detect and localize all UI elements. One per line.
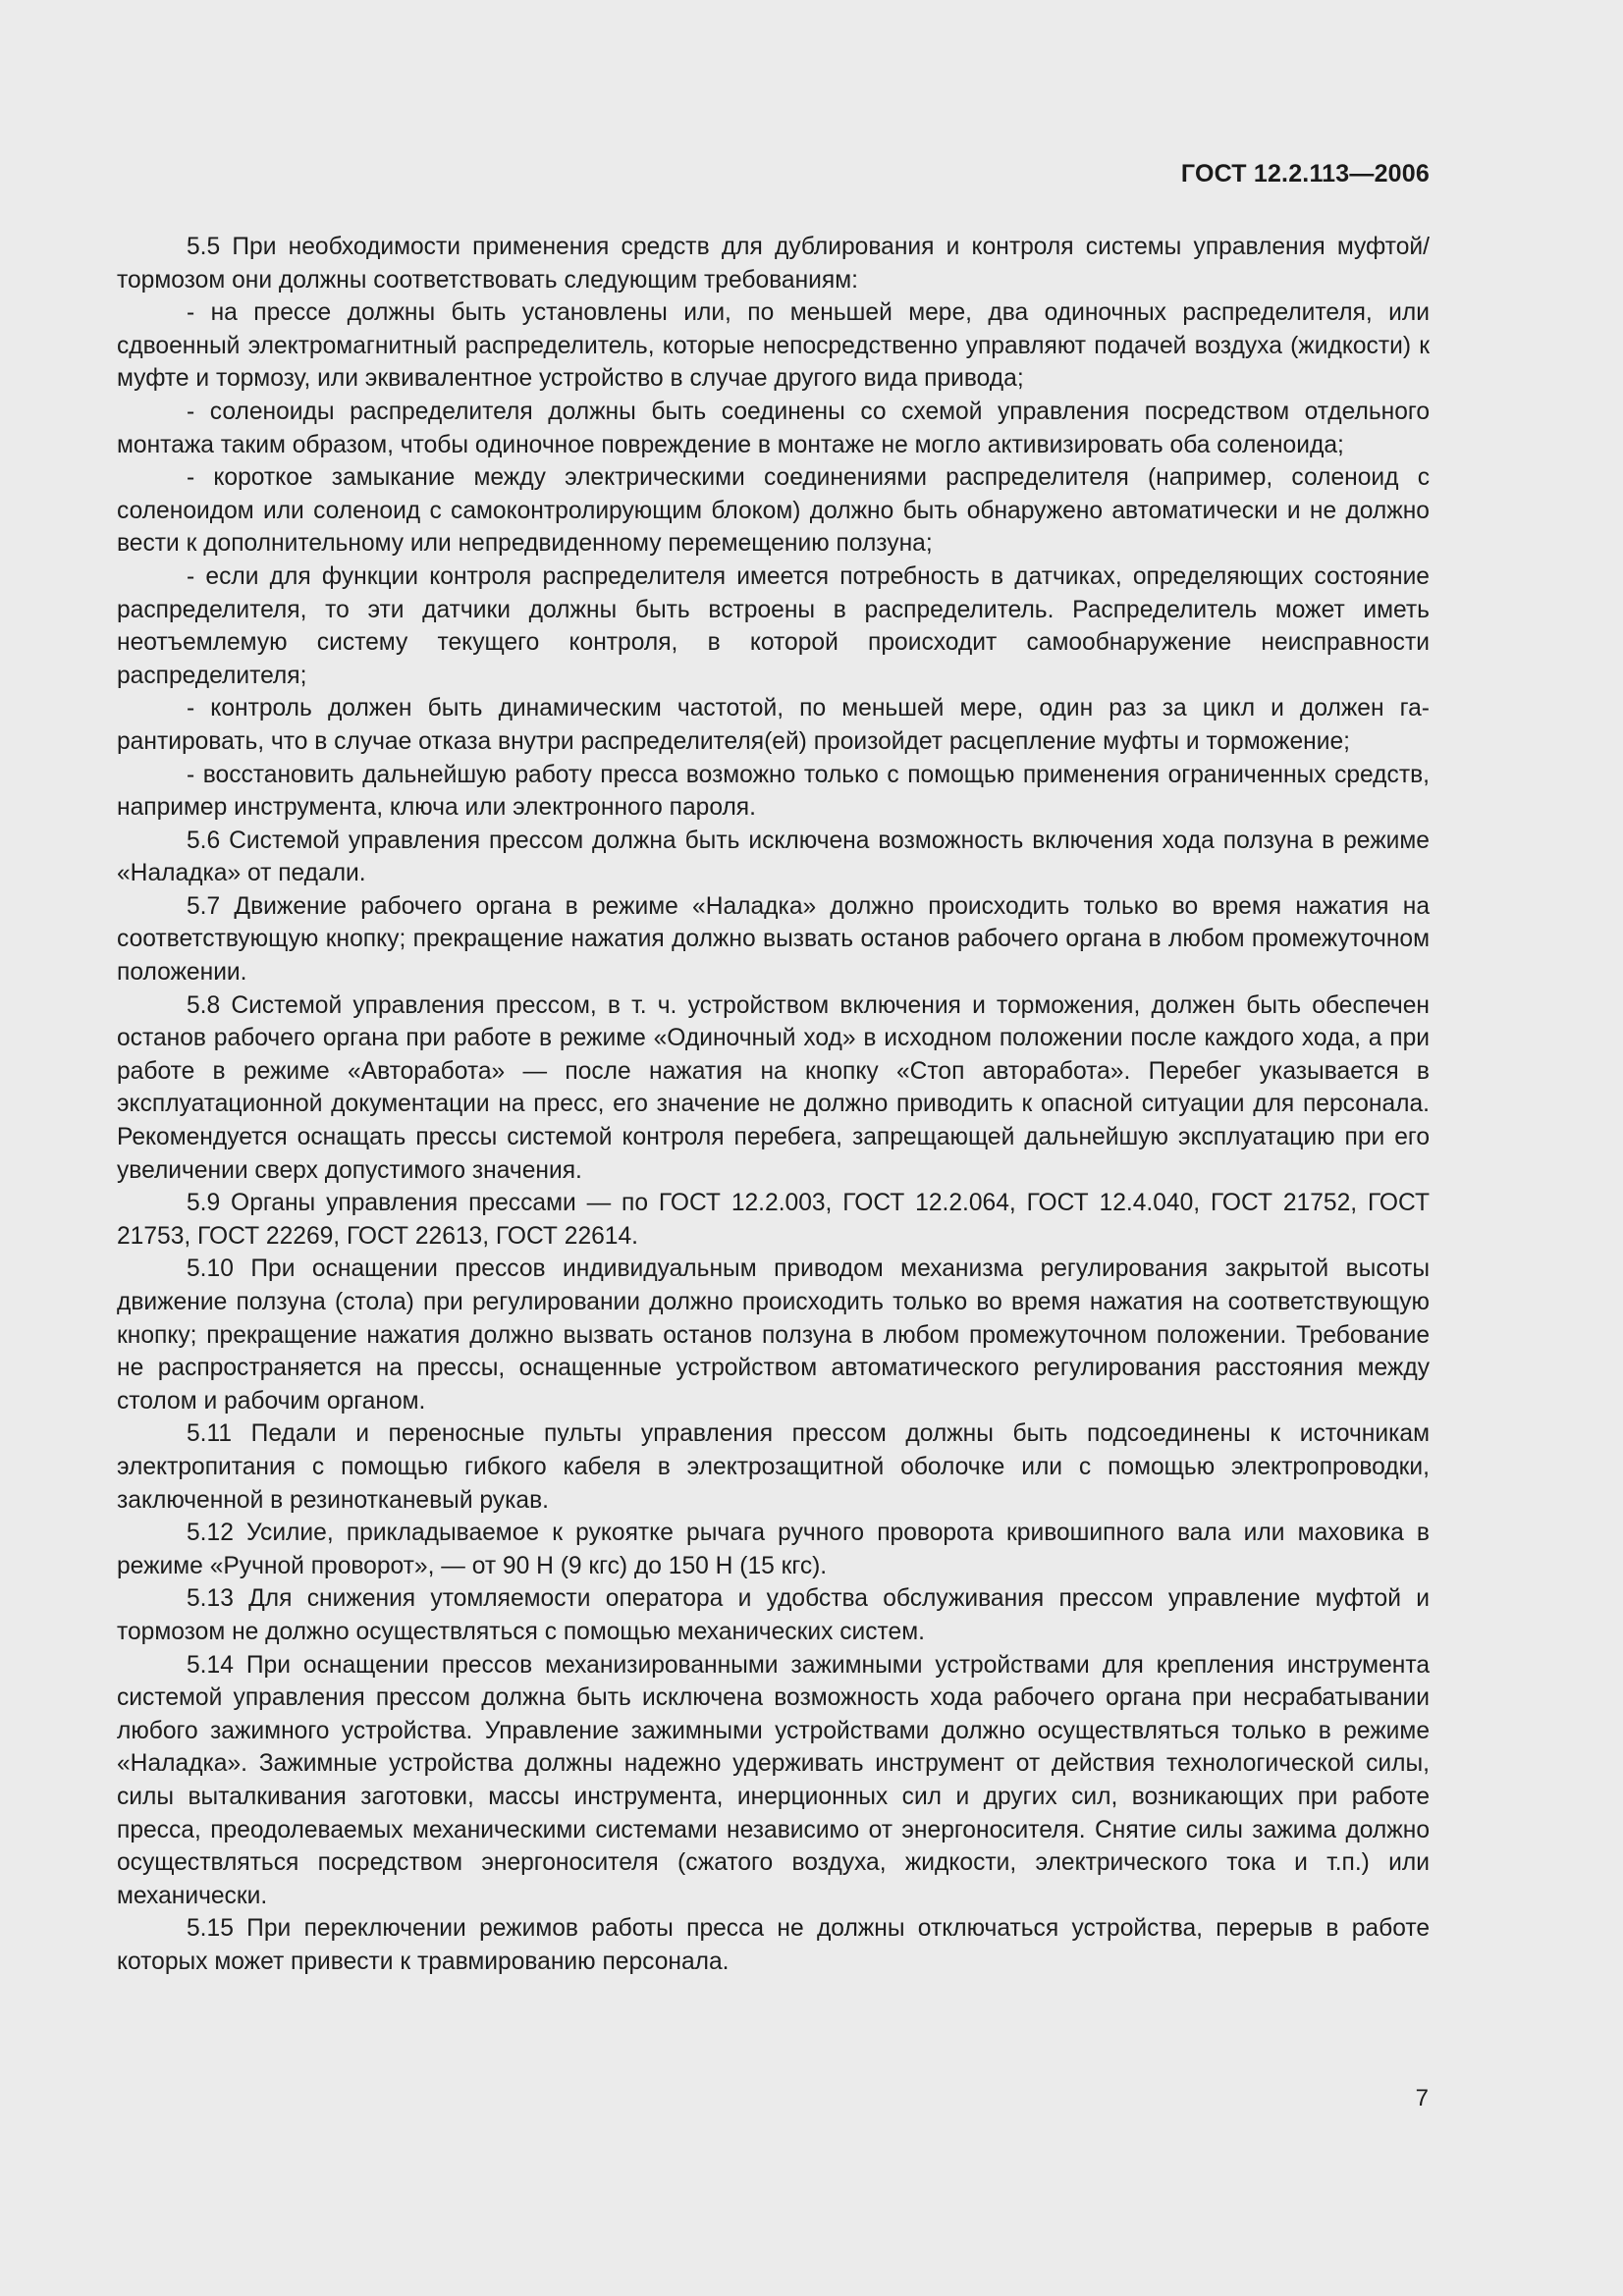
paragraph-5-15: 5.15 При переключении режимов работы пресса не должны отключаться устройства, перерыв в работе которых может привести к травмированию персонала. bbox=[117, 1915, 1430, 1975]
list-item-dual-valve: - на прессе должны быть установлены или, по меньшей мере, два одиночных распределителя, или сдвоенный электромагнитный распределитель, которые непосредственно управляют подачей воздуха (жидкости) к муфте и тормозу, или эквивалентное устройство в случае другого вида привода; bbox=[117, 299, 1430, 393]
paragraph-5-8: 5.8 Системой управления прессом, в т. ч. устройством включения и торможения, должен быть обеспечен останов рабочего органа при работе в режиме «Одиночный ход» в исходном положении после каждого хода, а при работе в режиме «Авторабота» — после нажатия на кнопку «Стоп авторабота». Перебег указывается в эксплуатационной документации на пресс, его значение не должно приводить к опасной ситуации для персонала. Рекомендуется оснащать прессы системой контроля перебега, запрещающей дальнейшую эксплуатацию при его увеличении сверх допустимого значения. bbox=[117, 991, 1430, 1184]
paragraph-5-10: 5.10 При оснащении прессов индивидуальным приводом механизма регулирования закрытой высоты движение ползуна (стола) при регулировании должно происходить только во время нажатия на соответствующую кнопку; прекращение нажатия должно вызвать останов ползуна в любом промежуточном положении. Требование не распространяется на прессы, оснащенные устройством автоматического регулирования расстояния между столом и рабочим органом. bbox=[117, 1255, 1430, 1415]
list-item-dynamic-control: - контроль должен быть динамическим частотой, по меньшей мере, один раз за цикл и должен гарантировать, что в случае отказа внутри распределителя(ей) произойдет расцепление муфты и торможение; bbox=[117, 695, 1430, 755]
list-item-short-circuit: - короткое замыкание между электрическими соединениями распределителя (например, соленоид с соленоидом или соленоид с самоконтролирующим блоком) должно быть обнаружено автоматически и не должно вести к дополнительному или непредвиденному перемещению ползуна; bbox=[117, 464, 1430, 558]
document-body bbox=[117, 231, 1430, 1978]
paragraph-5-11: 5.11 Педали и переносные пульты управления прессом должны быть подсоединены к источникам электропитания с помощью гибкого кабеля в электрозащитной оболочке или с помощью электропроводки, заключенной в резинотканевый рукав. bbox=[117, 1420, 1430, 1514]
paragraph-5-14: 5.14 При оснащении прессов механизированными зажимными устройствами для крепления инструмента системой управления прессом должна быть исключена возможность хода рабочего органа при несрабатывании любого зажимного устройства. Управление зажимными устройствами должно осуществляться только в режиме «Наладка». Зажимные устройства должны надежно удерживать инструмент от действия технологической силы, силы выталкивания заготовки, массы инструмента, инерционных сил и других сил, возникающих при работе пресса, преодолеваемых механическими системами независимо от энергоносителя. Снятие силы зажима должно осуществляться посредством энергоносителя (сжатого воздуха, жидкости, электрического тока и т.п.) или механически. bbox=[117, 1651, 1430, 1909]
page-number: 7 bbox=[1415, 2085, 1429, 2111]
paragraph-5-9: 5.9 Органы управления прессами — по ГОСТ 12.2.003, ГОСТ 12.2.064, ГОСТ 12.4.040, ГОСТ 21752, ГОСТ 21753, ГОСТ 22269, ГОСТ 22613, ГОСТ 22614. bbox=[117, 1190, 1430, 1250]
paragraph-5-12: 5.12 Усилие, прикладываемое к рукоятке рычага ручного проворота кривошипного вала или маховика в режиме «Ручной проворот», — от 90 Н (9 кгс) до 150 Н (15 кгс). bbox=[117, 1520, 1430, 1579]
paragraph-5-13: 5.13 Для снижения утомляемости оператора и удобства обслуживания прессом управление муфтой и тормозом не должно осуществляться с помощью механических систем. bbox=[117, 1585, 1430, 1645]
list-item-solenoid-wiring: - соленоиды распределителя должны быть соединены со схемой управления посредством отдельного монтажа таким образом, чтобы одиночное повреждение в монтаже не могло активизировать оба соленоида; bbox=[117, 398, 1430, 458]
paragraph-5-5: 5.5 При необходимости применения средств для дублирования и контроля системы управления муфтой/тормозом они должны соответствовать следующим требованиям: bbox=[117, 234, 1430, 294]
document-id-header: ГОСТ 12.2.113—2006 bbox=[1180, 160, 1430, 187]
list-item-restore-operation: - восстановить дальнейшую работу пресса возможно только с помощью применения ограниченных средств, например инструмента, ключа или электронного пароля. bbox=[117, 761, 1430, 822]
list-item-sensors: - если для функции контроля распределителя имеется потребность в датчиках, определяющих состояние распределителя, то эти датчики должны быть встроены в распределитель. Распределитель может иметь неотъемлемую систему текущего контроля, в которой происходит самообнаружение неисправности распределителя; bbox=[117, 562, 1430, 689]
paragraph-5-6: 5.6 Системой управления прессом должна быть исключена возможность включения хода ползуна в режиме «Наладка» от педали. bbox=[117, 827, 1430, 887]
paragraph-5-7: 5.7 Движение рабочего органа в режиме «Наладка» должно происходить только во время нажатия на соответствующую кнопку; прекращение нажатия должно вызвать останов рабочего органа в любом промежуточном положении. bbox=[117, 892, 1430, 987]
